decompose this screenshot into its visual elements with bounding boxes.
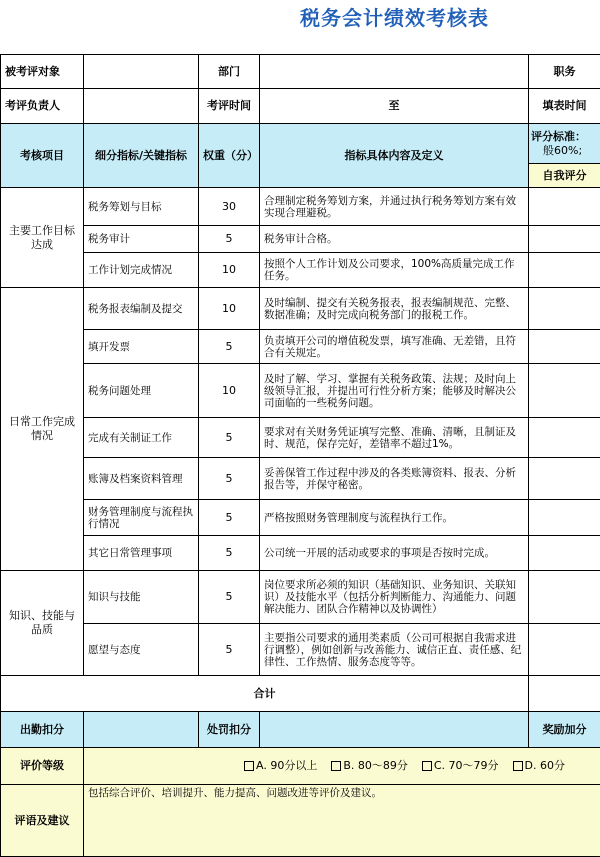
row-indicator: 工作计划完成情况 [84, 253, 199, 288]
checkbox-icon [513, 761, 523, 771]
total-value[interactable] [529, 676, 600, 712]
grade-option-c[interactable] [422, 759, 499, 773]
row-self-score[interactable] [529, 571, 600, 624]
row-weight: 10 [199, 364, 260, 418]
row-indicator: 愿望与态度 [84, 624, 199, 676]
checkbox-icon [331, 761, 341, 771]
row-indicator: 税务报表编制及提交 [84, 288, 199, 330]
attendance-label: 出勤扣分 [0, 712, 84, 748]
grade-option-b[interactable] [331, 759, 408, 773]
row-definition: 税务审计合格。 [260, 226, 529, 253]
row-definition: 妥善保管工作过程中涉及的各类账簿资料、报表、分析报告等，并保守秘密。 [260, 458, 529, 500]
checkbox-icon [422, 761, 432, 771]
row-weight: 10 [199, 253, 260, 288]
header-indicator: 细分指标/关键指标 [84, 124, 199, 188]
group-main-goals: 主要工作目标达成 [0, 188, 84, 288]
grade-options [84, 748, 600, 785]
row-definition: 按照个人工作计划及公司要求，100%高质量完成工作任务。 [260, 253, 529, 288]
reward-label: 奖励加分 [529, 712, 600, 748]
target-value[interactable] [84, 54, 199, 89]
row-self-score[interactable] [529, 458, 600, 500]
grade-label: 评价等级 [0, 748, 84, 785]
row-indicator: 税务筹划与目标 [84, 188, 199, 226]
grade-option-a[interactable] [244, 759, 317, 773]
row-indicator: 知识与技能 [84, 571, 199, 624]
row-weight: 5 [199, 536, 260, 571]
grade-b-text: B. 80～89分 [343, 759, 408, 772]
row-indicator: 税务问题处理 [84, 364, 199, 418]
row-self-score[interactable] [529, 536, 600, 571]
row-weight: 5 [199, 458, 260, 500]
row-indicator: 财务管理制度与流程执行情况 [84, 500, 199, 536]
grade-d-text: D. 60分 [524, 759, 566, 772]
grade-c-text: C. 70～79分 [433, 759, 499, 772]
owner-value[interactable] [84, 89, 199, 124]
row-self-score[interactable] [529, 500, 600, 536]
owner-label: 考评负责人 [0, 89, 84, 124]
row-definition: 严格按照财务管理制度与流程执行工作。 [260, 500, 529, 536]
row-definition: 负责填开公司的增值税发票，填写准确、无差错，且符合有关规定。 [260, 330, 529, 364]
row-indicator: 填开发票 [84, 330, 199, 364]
group-knowledge: 知识、技能与品质 [0, 571, 84, 676]
target-label: 被考评对象 [0, 54, 84, 89]
comment-hint: 包括综合评价、培训提升、能力提高、问题改进等评价及建议。 [88, 787, 382, 799]
header-item: 考核项目 [0, 124, 84, 188]
row-self-score[interactable] [529, 226, 600, 253]
row-weight: 5 [199, 624, 260, 676]
grade-a-text: A. 90分以上 [256, 759, 318, 772]
row-definition: 主要指公司要求的通用类素质（公司可根据自我需求进行调整），例如创新与改善能力、诚信正直、责任感、纪律性、工作热情、服务态度等等。 [260, 624, 529, 676]
row-definition: 公司统一开展的活动或要求的事项是否按时完成。 [260, 536, 529, 571]
penalty-label: 处罚扣分 [199, 712, 260, 748]
row-self-score[interactable] [529, 188, 600, 226]
fill-time-label: 填表时间 [529, 89, 600, 124]
row-self-score[interactable] [529, 253, 600, 288]
dept-value[interactable] [260, 54, 529, 89]
row-self-score[interactable] [529, 364, 600, 418]
row-self-score[interactable] [529, 418, 600, 458]
row-indicator: 账簿及档案资料管理 [84, 458, 199, 500]
row-weight: 5 [199, 330, 260, 364]
position-label: 职务 [529, 54, 600, 89]
checkbox-icon [244, 761, 254, 771]
row-weight: 10 [199, 288, 260, 330]
grade-option-d[interactable] [513, 759, 565, 773]
attendance-value[interactable] [84, 712, 199, 748]
comment-label: 评语及建议 [0, 785, 84, 857]
penalty-value[interactable] [260, 712, 529, 748]
row-definition: 要求对有关财务凭证填写完整、准确、清晰，且制证及时、规范，保存完好，差错率不超过1%。 [260, 418, 529, 458]
row-indicator: 税务审计 [84, 226, 199, 253]
row-weight: 5 [199, 418, 260, 458]
dept-label: 部门 [199, 54, 260, 89]
header-weight: 权重（分） [199, 124, 260, 188]
group-daily-work: 日常工作完成情况 [0, 288, 84, 571]
row-definition: 合理制定税务筹划方案，并通过执行税务筹划方案有效实现合理避税。 [260, 188, 529, 226]
row-self-score[interactable] [529, 624, 600, 676]
period-label: 考评时间 [199, 89, 260, 124]
row-indicator: 完成有关制证工作 [84, 418, 199, 458]
page-title: 税务会计绩效考核表 [300, 6, 489, 30]
row-definition: 岗位要求所必须的知识（基础知识、业务知识、关联知识）及技能水平（包括分析判断能力、沟通能力、问题解决能力、团队合作精神以及协调性） [260, 571, 529, 624]
row-definition: 及时了解、学习、掌握有关税务政策、法规；及时向上级领导汇报，并提出可行性分析方案；能够及时解决公司面临的一些税务问题。 [260, 364, 529, 418]
header-criteria [529, 124, 600, 164]
total-label: 合计 [0, 676, 529, 712]
header-definition: 指标具体内容及定义 [260, 124, 529, 188]
row-self-score[interactable] [529, 330, 600, 364]
criteria-sub: 般60%; [543, 143, 583, 157]
self-score-header: 自我评分 [529, 164, 600, 188]
row-weight: 5 [199, 500, 260, 536]
comment-area[interactable] [84, 785, 600, 857]
period-to: 至 [260, 89, 529, 124]
row-weight: 30 [199, 188, 260, 226]
row-definition: 及时编制、提交有关税务报表，报表编制规范、完整、数据准确；及时完成向税务部门的报税工作。 [260, 288, 529, 330]
row-weight: 5 [199, 571, 260, 624]
row-weight: 5 [199, 226, 260, 253]
row-self-score[interactable] [529, 288, 600, 330]
criteria-text: 评分标准： [531, 129, 586, 143]
row-indicator: 其它日常管理事项 [84, 536, 199, 571]
